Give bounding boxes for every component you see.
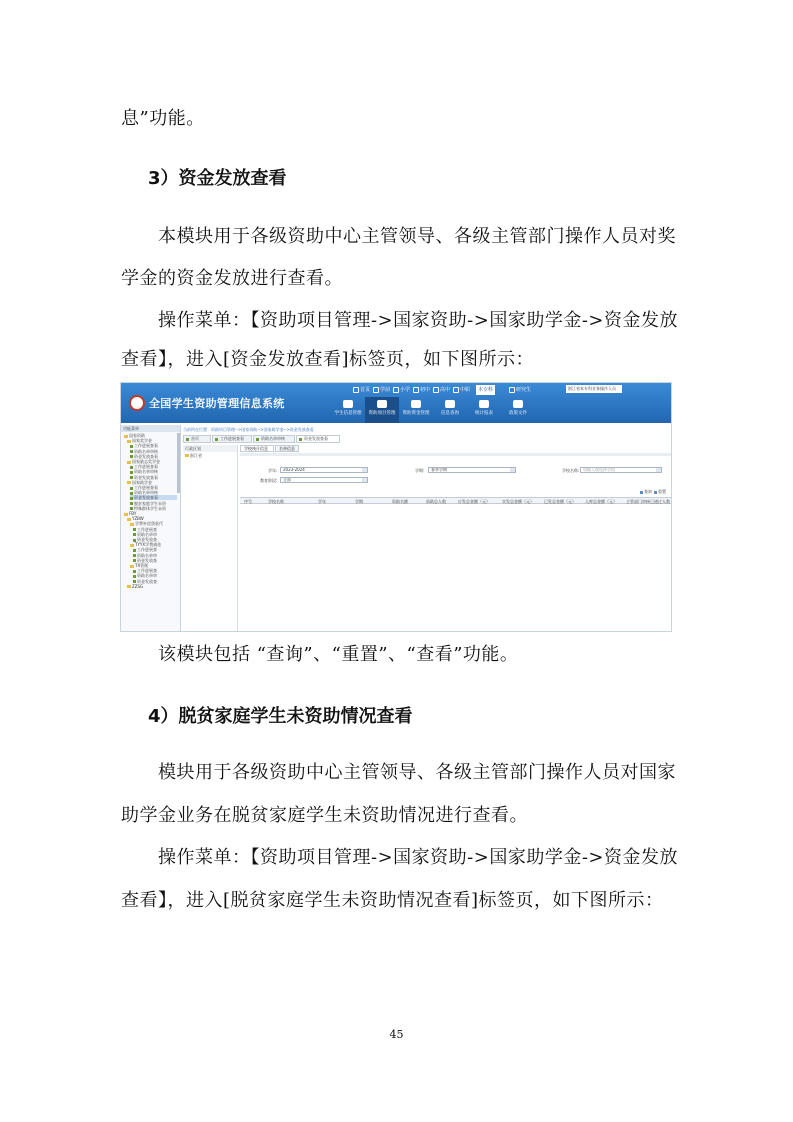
junior-icon [413,387,419,393]
tree-item-label: 脱贫家庭学生未资 [134,500,166,506]
tree-item-label: 工作进展查 [137,526,157,532]
tree-item-label: 资金发放查 [137,537,157,542]
folder-icon [124,435,128,438]
left-panel-title: 功能菜单 [121,425,180,432]
system-name: 全国学生资助管理信息系统 [149,397,285,410]
document-icon [133,554,136,557]
tree-item-label: 资金发放查看 [134,495,158,501]
tree-item-label: 资助名单审核 [134,469,158,475]
folder-icon [124,513,128,516]
column-header: 学期 [355,499,363,504]
column-header: 已发总金额（元） [544,499,576,504]
chevron-down-icon [510,468,515,472]
column-header: 入库总金额（元） [585,499,617,504]
reset-button[interactable]: 重置 [654,489,666,495]
document-icon [445,400,455,408]
home-icon [186,438,189,441]
tab-progress[interactable]: 工作进展查看 [212,435,252,443]
region-item[interactable]: 浙江省 [183,452,237,460]
breadcrumb: 当前所在位置：资助项目管理-->国家资助-->国家助学金-->资金发放查看 [183,427,314,432]
subtab-school-stats[interactable]: 学校统计信息 [240,445,274,452]
tab-icon [215,438,218,441]
region-panel-title: 行政区划 [183,445,237,452]
tree-item-label: 国家资助 [129,433,145,438]
document-icon [130,502,133,505]
quick-link[interactable]: 初中 [413,385,430,395]
paragraph-line: 操作菜单：【资助项目管理->国家资助->国家助学金->资金发放 [158,310,678,331]
tree-item-label: 工作进展查 [137,568,157,574]
document-icon [130,455,133,458]
year-label: 学年: [268,468,278,473]
subtab-list-info[interactable]: 名单信息 [275,445,299,452]
paragraph-line: 操作菜单：【资助项目管理->国家资助->国家助学金->资金发放 [158,847,678,868]
tree-item-label: 工作进展查看 [134,443,158,449]
document-icon [133,580,136,583]
paragraph-line: 助学金业务在脱贫家庭学生未资助情况进行查看。 [121,805,528,826]
tree-item-label: 工作进展查 [137,547,157,553]
column-header: 学年 [318,499,326,504]
tab-icon [256,438,259,441]
paragraph-line: 模块用于各级资助中心主管领导、各级主管部门操作人员对国家 [158,762,676,783]
vocational-icon [453,387,459,393]
quick-link[interactable]: 学前 [373,385,390,395]
edit-icon [513,400,523,408]
paragraph-line: 查看】，进入[脱贫家庭学生未资助情况查看]标签页，如下图所示： [121,890,664,911]
tree-item-label: 国家奖学金 [132,438,152,444]
paragraph-line: 查看】，进入[资金发放查看]标签页，如下图所示： [121,349,535,370]
year-select[interactable]: 2023-2024 [280,467,368,473]
folder-icon [130,565,134,568]
chevron-down-icon [362,478,367,482]
folder-icon [127,518,131,521]
tree-item-label: 国家助学金 [132,479,152,485]
quick-link[interactable]: 研究生 [509,385,531,395]
semester-select[interactable]: 春季学期 [428,467,516,473]
paragraph-line: 学金的资金发放进行查看。 [121,268,343,289]
chevron-down-icon [656,468,661,472]
quick-link[interactable]: 高中 [433,385,450,395]
folder-icon [130,523,134,526]
folder-icon [127,585,131,588]
document-icon [133,559,136,562]
tab-home[interactable]: 首页 [183,435,211,443]
folder-icon [127,481,131,484]
section-heading-4: 4）脱贫家庭学生未资助情况查看 [148,706,413,727]
tree-item-label: TYYX学费减免 [135,542,162,548]
logo-icon [129,395,145,411]
document-icon [130,466,133,469]
module-policy[interactable]: 政策文件 [501,397,535,423]
tree-item-label: 资助名单审核 [134,490,158,496]
tree-item-label: 学费补偿贷款代 [135,521,163,527]
tree-item-label: TX管理 [135,563,149,568]
column-header: 资助名额 [392,499,408,504]
quick-link[interactable]: 首页 [353,385,370,395]
column-header: 实发总金额（元） [502,499,534,504]
tree-item-label: 资助名单审 [137,531,157,537]
primary-icon [393,387,399,393]
tree-item-label: 工作进展查看 [134,485,158,490]
tree-item[interactable] [127,584,177,589]
module-project-mgmt[interactable]: 资助项目管理 [365,397,399,423]
briefcase-icon [377,400,387,408]
document-icon [130,445,133,448]
module-info-query[interactable]: 信息查询 [433,397,467,423]
document-icon [133,533,136,536]
table-header [240,497,672,504]
tree-item-label: 资助名单审核 [134,448,158,454]
tree-item-label: 资金发放查 [137,557,157,563]
section-heading-3: 3）资金发放查看 [148,168,287,189]
tab-icon [299,438,302,441]
folder-icon [130,544,134,547]
column-header: 应发总金额（元） [458,499,490,504]
tab-fund-view[interactable]: 资金发放查看 [296,435,340,443]
school-select[interactable]: 浙江省本专科业务操作人员 [566,385,622,393]
tree-item-label: ZZSG [132,583,144,589]
column-header: 序号 [244,499,252,504]
tree-item-label: 资助名单审 [137,573,157,579]
senior-icon [433,387,439,393]
column-header: 主管部门审核已通过人数 [626,499,670,504]
preschool-icon [373,387,379,393]
folder-icon [127,440,131,443]
paragraph-line: 该模块包括 “查询”、“重置”、“查看”功能。 [158,644,519,665]
quick-link[interactable]: 中职 [453,385,470,395]
quick-link[interactable]: 小学 [393,385,410,395]
document-icon [133,570,136,573]
module-fund-mgmt[interactable]: 资助资金管理 [399,397,433,423]
tree-item-label: 资金发放查看 [134,453,158,459]
document-icon [130,487,133,490]
tree-item-label: 国家励志奖学金 [132,459,160,464]
text-line: 息”功能。 [121,108,205,129]
document-icon [133,549,136,552]
reset-icon [654,491,657,494]
system-screenshot [120,382,672,632]
tree-item-label: 工作进展查看 [134,464,158,470]
search-icon [640,491,643,494]
edu-stage-select[interactable]: 全部 [280,477,368,483]
scrollbar[interactable] [177,433,180,493]
tree-item-label: 特殊群体学生未资 [134,505,166,511]
column-header: 学校名称 [268,499,284,504]
module-reports[interactable]: 统计报表 [467,397,501,423]
trash-icon [411,400,421,408]
school-input[interactable]: 请输入或选择学校 [580,467,662,473]
tree-item-label: YZBW [132,516,144,522]
module-student-info[interactable]: 学生信息管理 [331,397,365,423]
search-button[interactable]: 查询 [640,489,652,495]
document-icon [130,492,133,495]
top-bar [121,383,672,423]
folder-icon [127,461,131,464]
semester-label: 学期: [415,468,425,473]
left-menu-panel [121,425,181,632]
document-icon [130,497,133,500]
graduate-icon [509,387,515,393]
tab-review[interactable]: 资助名单审核 [253,435,295,443]
edu-stage-label: 教育阶段: [260,478,278,483]
main-content [240,445,672,632]
document-icon [130,471,133,474]
column-header: 资助总人数 [426,499,446,504]
document-icon [130,450,133,453]
tree-item-label: 资金发放查 [137,578,157,584]
tree-item-label: FBY [129,511,137,516]
tree-item-label: 资金发放查看 [134,474,158,480]
folder-icon [185,454,189,457]
home-icon [353,387,359,393]
document-icon [133,575,136,578]
paragraph-line: 本模块用于各级资助中心主管领导、各级主管部门操作人员对奖 [158,226,676,247]
document-icon [130,507,133,510]
chevron-down-icon [362,468,367,472]
users-icon [343,400,353,408]
collapse-bar[interactable] [240,453,672,456]
document-icon [130,476,133,479]
quick-link-active[interactable]: 本专科 [478,387,494,393]
page-number: 45 [389,1028,404,1041]
region-panel [183,445,238,632]
document-icon [133,528,136,531]
school-label: 学校名称: [562,468,580,473]
tree-item-label: 资助名单审 [137,552,157,558]
pie-chart-icon [479,400,489,408]
